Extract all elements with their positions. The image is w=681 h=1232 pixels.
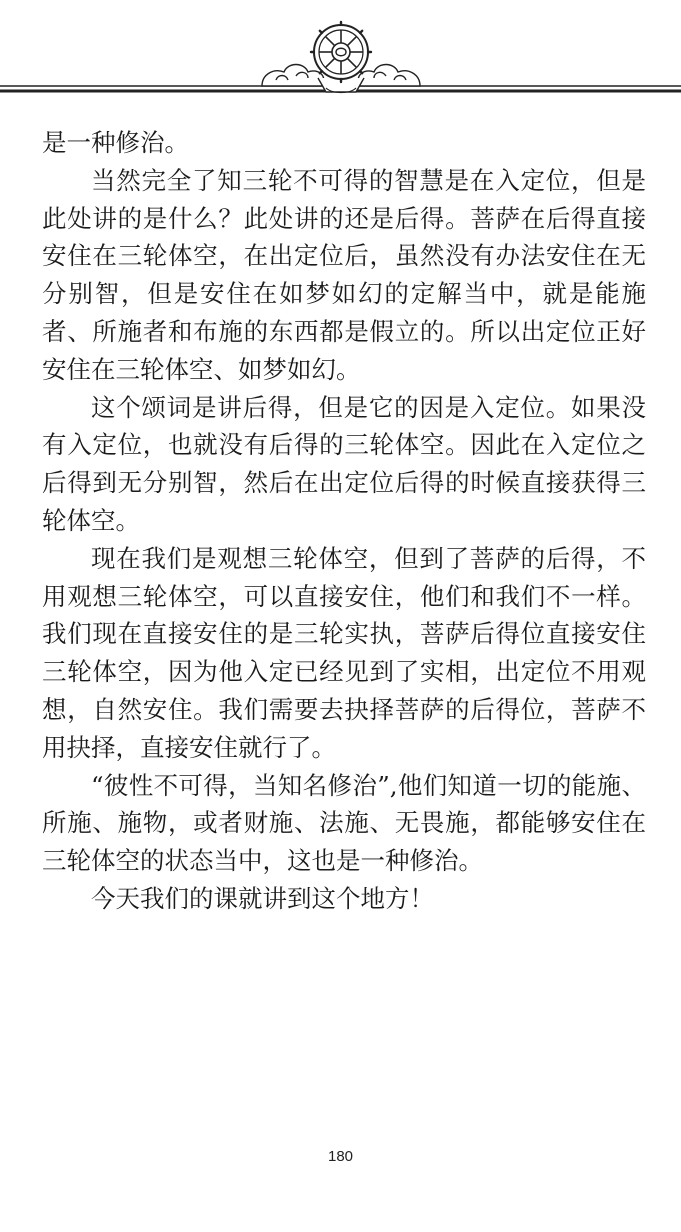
- body-text: [42, 124, 646, 918]
- header-ornament: [0, 0, 681, 110]
- paragraph: “彼性不可得，当知名修治”,他们知道一切的能施、所施、施物，或者财施、法施、无畏施，都能够安住在三轮体空的状态当中，这也是一种修治。: [42, 770, 646, 876]
- dharma-wheel-icon: [311, 22, 371, 93]
- paragraph: 现在我们是观想三轮体空，但到了菩萨的后得，不用观想三轮体空，可以直接安住，他们和我们不一样。我们现在直接安住的是三轮实执，菩萨后得位直接安住三轮体空，因为他入定已经见到了实相，出定位不用观想，自然安住。我们需要去抉择菩萨的后得位，菩萨不用抉择，直接安住就行了。: [42, 543, 646, 762]
- paragraph: 是一种修治。: [42, 128, 189, 157]
- paragraph: 当然完全了知三轮不可得的智慧是在入定位，但是此处讲的是什么？此处讲的还是后得。菩萨在后得直接安住在三轮体空，在出定位后，虽然没有办法安住在无分别智，但是安住在如梦如幻的定解当中，就是能施者、所施者和布施的东西都是假立的。所以出定位正好安住在三轮体空、如梦如幻。: [42, 165, 646, 384]
- paragraph: 今天我们的课就讲到这个地方！: [91, 883, 434, 913]
- left-cloud-icon: [262, 65, 324, 87]
- page-header: [0, 0, 681, 110]
- page-number: 180: [327, 1148, 354, 1165]
- right-cloud-icon: [358, 65, 420, 87]
- paragraph: 这个颂词是讲后得，但是它的因是入定位。如果没有入定位，也就没有后得的三轮体空。因此在入定位之后得到无分别智，然后在出定位后得的时候直接获得三轮体空。: [42, 392, 646, 535]
